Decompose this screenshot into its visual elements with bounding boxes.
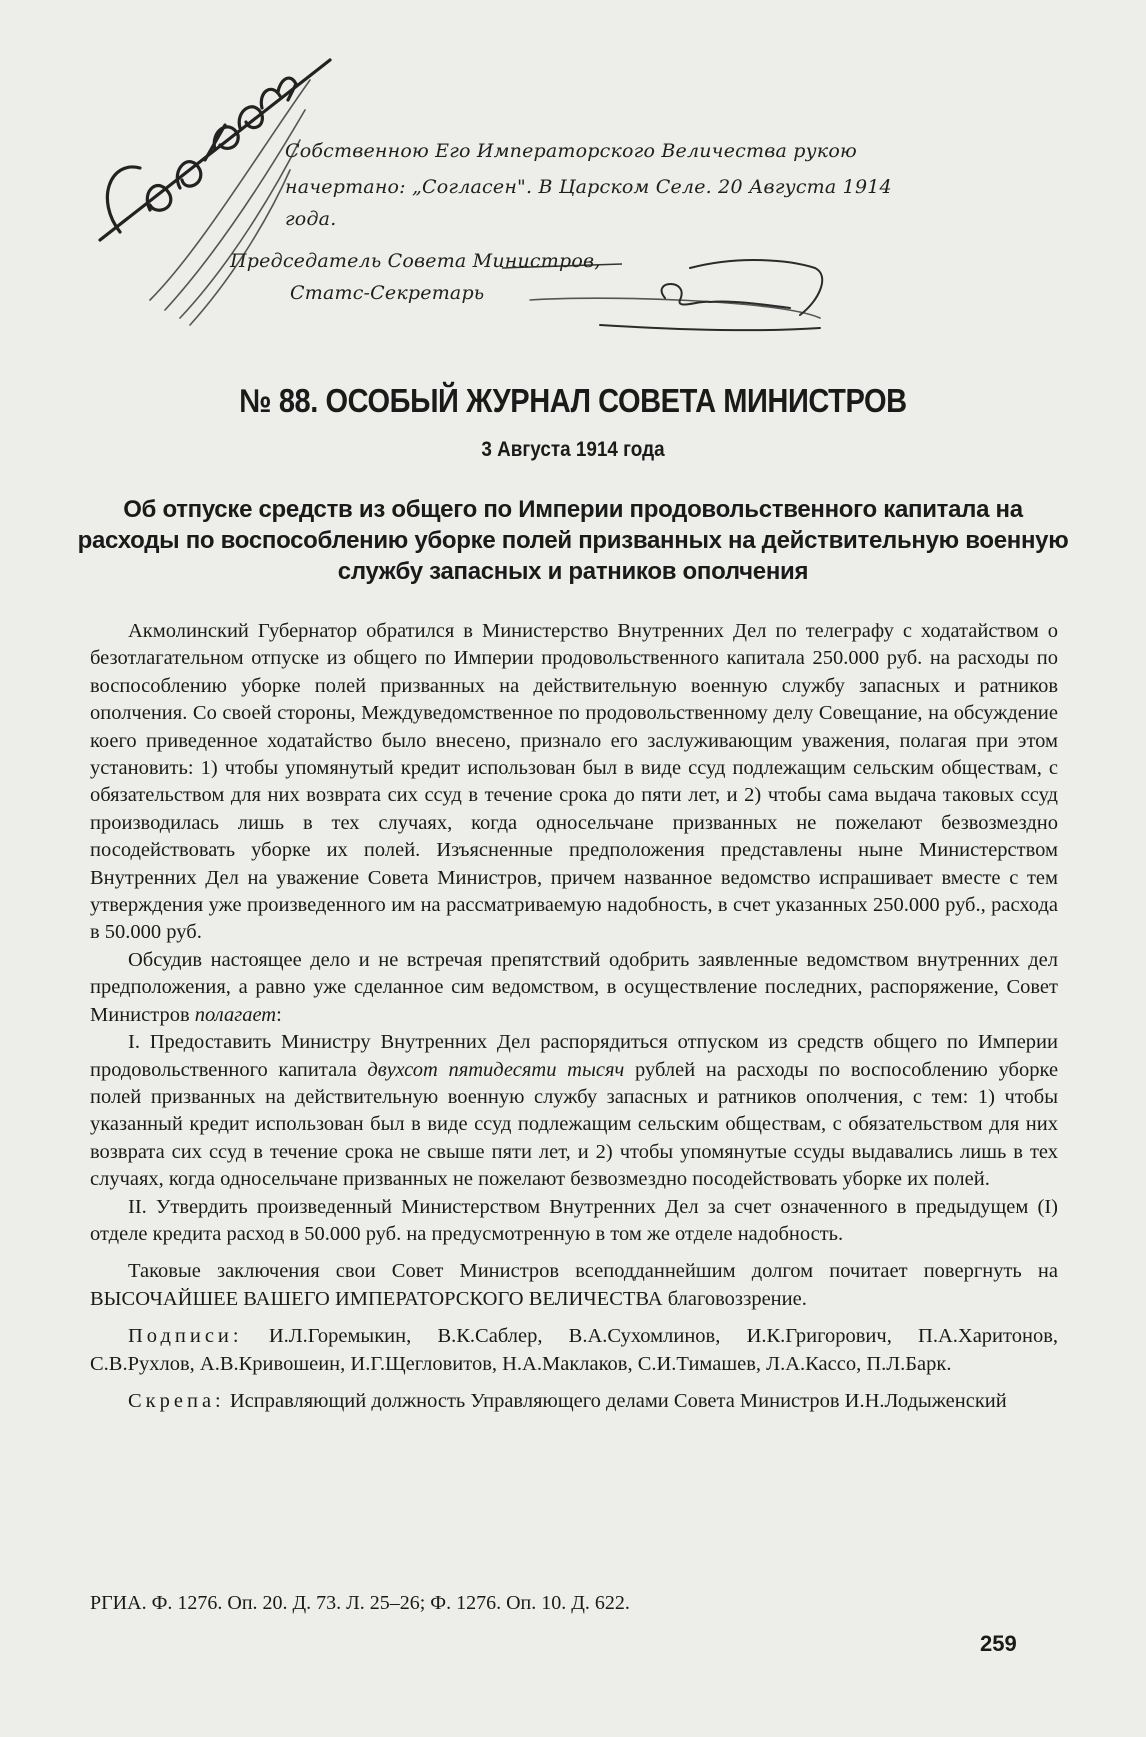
archive-source: РГИА. Ф. 1276. Оп. 20. Д. 73. Л. 25–26; Ф. 1276. Оп. 10. Д. 622. xyxy=(90,1592,630,1614)
skrepa-label: Скрепа: xyxy=(128,1389,225,1412)
signatures-paragraph xyxy=(90,1323,1058,1378)
skrepa-paragraph xyxy=(90,1388,1058,1415)
paragraph-5: Таковые заключения свои Совет Министров всеподданнейшим долгом почитает повергнуть на ВЫСОЧАЙШЕЕ ВАШЕГО ИМПЕРАТОРСКОГО ВЕЛИЧЕСТВА благовоззрение. xyxy=(90,1260,1058,1310)
signatures-list: И.Л.Горемыкин, В.К.Саблер, В.А.Сухомлинов, И.К.Григорович, П.А.Харитонов, С.В.Рухлов, А.В.Кривошеин, И.Г.Щегловитов, Н.А.Маклаков, С.И.Тимашев, Л.А.Кассо, П.Л.Барк. xyxy=(90,1325,1058,1375)
document-date: 3 Августа 1914 года xyxy=(481,438,665,461)
resolution-line-3: года. xyxy=(285,208,337,230)
resolution-line-2: начертано: „Согласен". В Царском Селе. 20 Августа 1914 xyxy=(285,176,892,198)
signatures-label: Подписи: xyxy=(128,1325,243,1348)
document-subject: Об отпуске средств из общего по Империи продовольственного капитала на расходы по воспособлению уборке полей призванных на действительную военную службу запасных и ратников ополчения xyxy=(77,496,1069,585)
page-number: 259 xyxy=(980,1631,1017,1656)
emphasis-amount: двухсот пятидесяти тысяч xyxy=(367,1058,625,1081)
paragraph-4: II. Утвердить произведенный Министерством Внутренних Дел за счет означенного в предыдущем (I) отделе кредита расход в 50.000 руб. на предусмотренную в том же отделе надобность. xyxy=(90,1195,1058,1245)
document-body xyxy=(90,618,1058,1415)
flourish-strokes xyxy=(150,80,820,325)
signer-rank: Статс-Секретарь xyxy=(290,282,485,304)
emphasis-polagaet: полагает xyxy=(194,1003,277,1026)
skrepa-text: Исправляющий должность Управляющего делами Совета Министров И.Н.Лодыженский xyxy=(229,1389,1007,1412)
paragraph-3: I. Предоставить Министру Внутренних Дел распорядиться отпуском из средств общего по Империи продовольственного капитала двухсот пятидесяти тысяч рублей на расходы по воспособлению уборке полей призванных на действительную военную службу запасных и ратников ополчения, с тем: 1) чтобы указанный кредит использован был в виде ссуд подлежащим сельским обществам, с обязательством для них возврата сих ссуд в течение срока не свыше пяти лет, и 2) чтобы упомянутые ссуды выдавались лишь в тех случаях, когда односельчане призванных не пожелают безвозмездно посодействовать уборке их полей. xyxy=(90,1031,1059,1191)
paragraph-1: Акмолинский Губернатор обратился в Министерство Внутренних Дел по телеграфу с ходатайством о безотлагательном отпуске из общего по Империи продовольственного капитала 250.000 руб. на расходы по воспособлению уборке полей призванных на действительную военную службу запасных и ратников ополчения. Со своей стороны, Междуведомственное по продовольственному делу Совещание, на обсуждение коего приведенное ходатайство было внесено, признало его заслуживающим уважения, полагая при этом установить: 1) чтобы упомянутый кредит использован был в виде ссуд подлежащим сельским обществам, с обязательством для них возврата сих ссуд в течение срока до пяти лет, и 2) чтобы сама выдача таковых ссуд производилась лишь в тех случаях, когда односельчане призванных не пожелают безвозмездно посодействовать уборке их полей. Изъясненные предположения представлены ныне Министерством Внутренних Дел на уважение Совета Министров, причем названное ведомство испрашивает вместе с тем утверждения уже произведенного им на рассматриваемую надобность, в счет указанных 250.000 руб., расхода в 50.000 руб. xyxy=(90,620,1058,944)
chairman-signature-strokes xyxy=(600,260,822,330)
paragraph-2: Обсудив настоящее дело и не встречая препятствий одобрить заявленные ведомством внутренних дел предположения, а равно уже сделанное сим ведомством, в осуществление последних, распоряжение, Совет Министров полагает: xyxy=(90,948,1058,1026)
document-title: № 88. ОСОБЫЙ ЖУРНАЛ СОВЕТА МИНИСТРОВ xyxy=(239,382,907,419)
imperial-resolution xyxy=(0,0,1146,390)
signer-title: Председатель Совета Министров, xyxy=(230,250,601,272)
resolution-line-1: Собственною Его Императорского Величества рукою xyxy=(285,140,857,162)
